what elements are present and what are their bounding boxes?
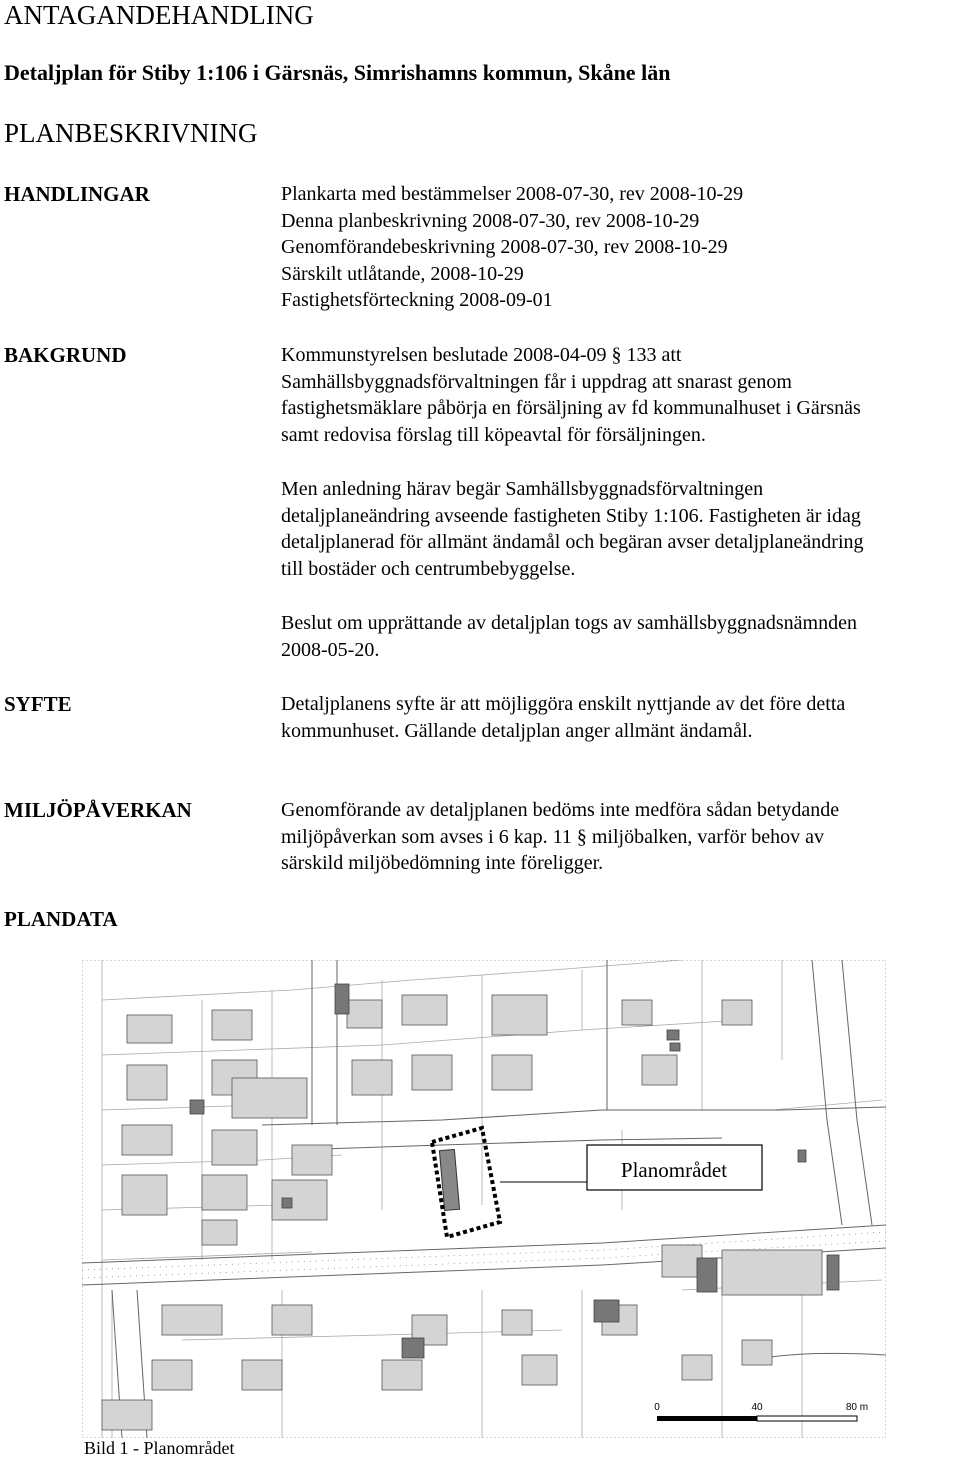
list-item: Genomförandebeskrivning 2008-07-30, rev 2008-10-29 [281,236,728,258]
scale-label: 80 m [845,1402,869,1413]
bakgrund-paragraph-2 [281,476,864,582]
text-line: detaljplanerad för allmänt ändamål och begäran avser detaljplaneändring [281,531,864,553]
miljopaverkan-paragraph [281,797,839,877]
text-line: kommunhuset. Gällande detaljplan anger allmänt ändamål. [281,719,753,742]
bakgrund-paragraph-1 [281,342,861,448]
document-type-heading: PLANBESKRIVNING [4,118,258,148]
list-item: Fastighetsförteckning 2008-09-01 [281,289,553,311]
text-line: Samhällsbyggnadsförvaltningen får i uppdrag att snarast genom [281,370,792,393]
list-item: Denna planbeskrivning 2008-07-30, rev 2008-10-29 [281,209,700,232]
section-label-miljopaverkan: MILJÖPÅVERKAN [4,798,192,822]
text-line: Beslut om upprättande av detaljplan togs av samhällsbyggnadsnämnden [281,612,857,634]
text-line: till bostäder och centrumbebyggelse. [281,557,576,580]
text-line: fastighetsmäklare påbörja en försäljning av fd kommunalhuset i Gärsnäs [281,397,861,419]
list-item: Särskilt utlåtande, 2008-10-29 [281,262,524,285]
text-line: Detaljplanens syfte är att möjliggöra enskilt nyttjande av det före detta [281,693,846,715]
handlingar-list [281,181,743,314]
text-line: 2008-05-20. [281,638,380,661]
scale-label: 40 [751,1402,763,1413]
plan-area-map [82,960,886,1438]
section-label-plandata: PLANDATA [4,907,118,931]
text-line: detaljplaneändring avseende fastigheten Stiby 1:106. Fastigheten är idag [281,504,861,527]
list-item: Plankarta med bestämmelser 2008-07-30, rev 2008-10-29 [281,183,744,205]
bakgrund-paragraph-3 [281,610,857,663]
section-label-bakgrund: BAKGRUND [4,343,127,367]
syfte-paragraph [281,691,845,744]
text-line: Genomförande av detaljplanen bedöms inte medföra sådan betydande [281,799,840,821]
section-label-handlingar: HANDLINGAR [4,182,150,206]
text-line: särskild miljöbedömning inte föreligger. [281,852,604,874]
section-label-syfte: SYFTE [4,692,72,716]
scale-label: 0 [654,1402,660,1413]
text-line: miljöpåverkan som avses i 6 kap. 11 § miljöbalken, varför behov av [281,825,825,848]
text-line: Men anledning härav begär Samhällsbyggnadsförvaltningen [281,478,764,500]
plan-title: Detaljplan för Stiby 1:106 i Gärsnäs, Simrishamns kommun, Skåne län [4,60,671,85]
text-line: Kommunstyrelsen beslutade 2008-04-09 § 133 att [281,344,682,366]
document-status-heading: ANTAGANDEHANDLING [4,0,314,30]
figure-caption: Bild 1 - Planområdet [84,1438,235,1458]
callout-label: Planområdet [620,1158,728,1182]
text-line: samt redovisa förslag till köpeavtal för försäljningen. [281,423,706,446]
